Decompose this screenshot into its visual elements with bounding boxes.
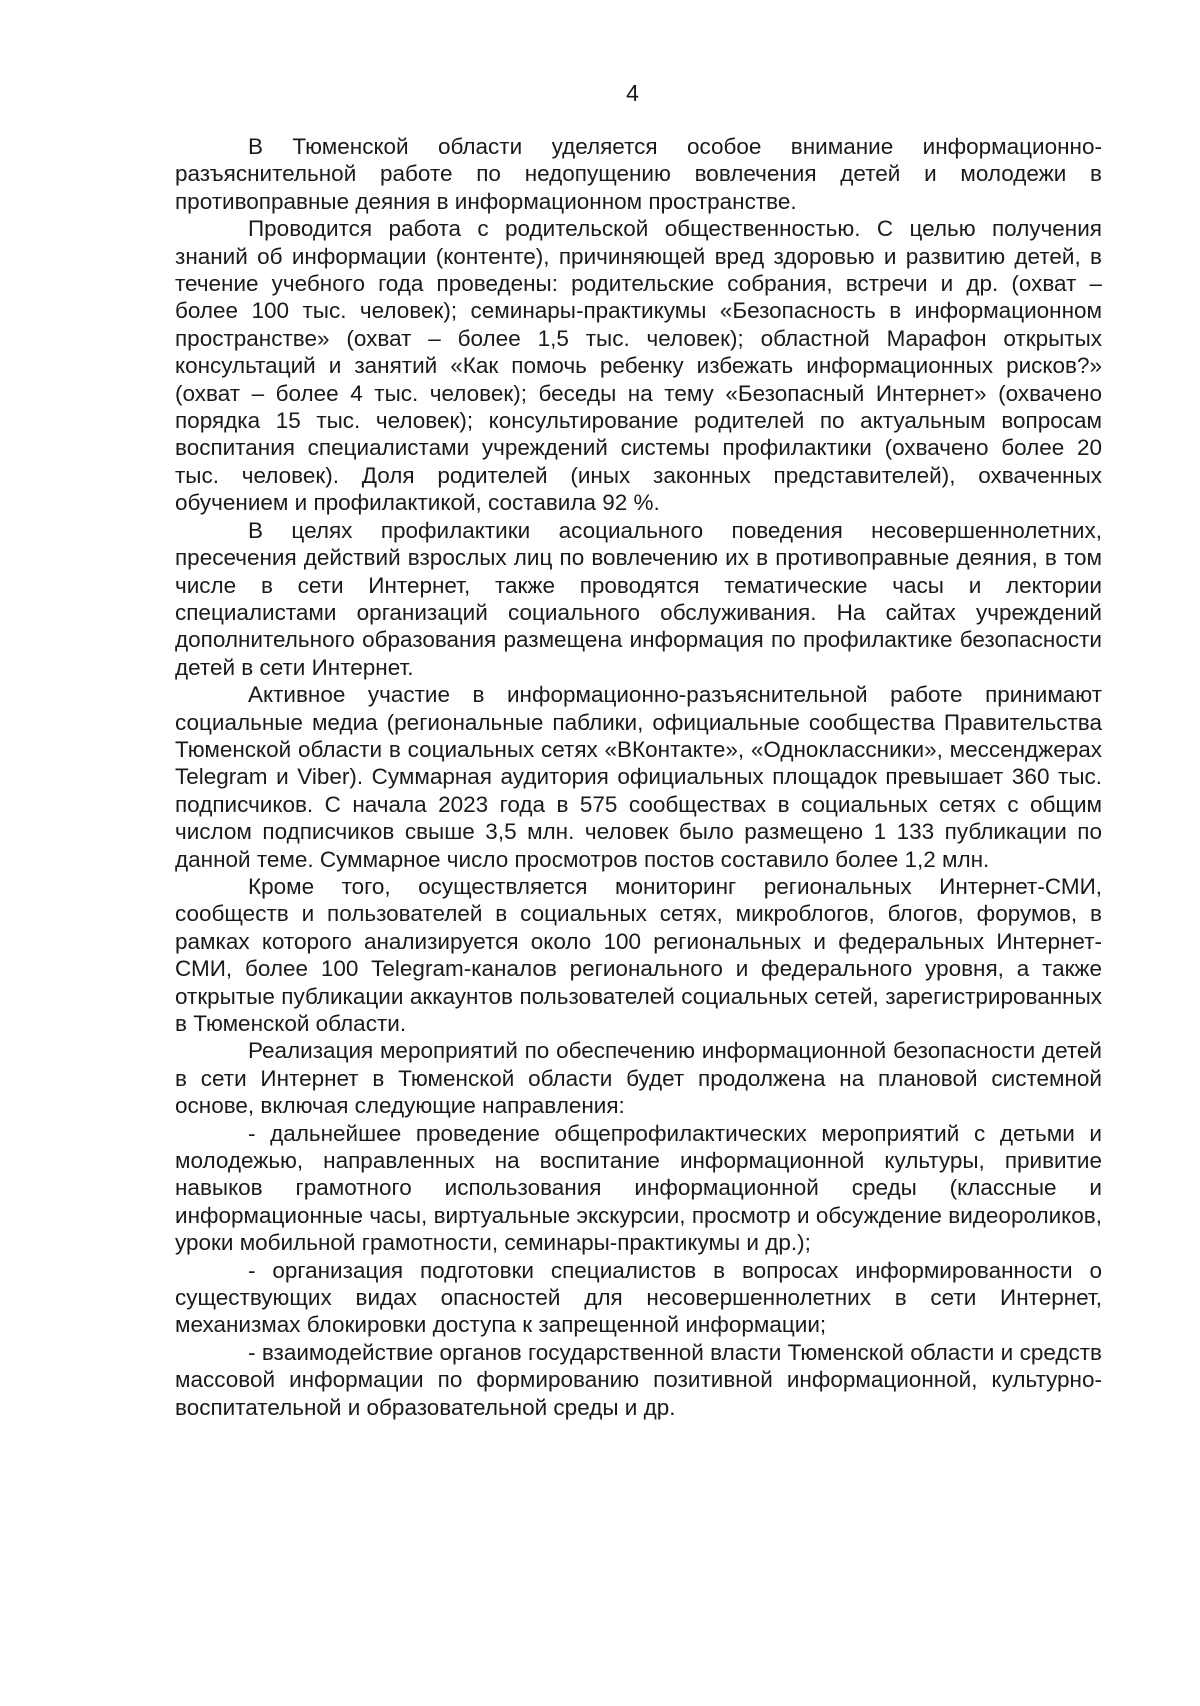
list-item-events: - дальнейшее проведение общепрофилактических мероприятий с детьми и молодежью, направленных на воспитание информационной культуры, привитие навыков грамотного использования информационной среды (классные и информационные часы, виртуальные экскурсии, просмотр и обсуждение видеороликов, уроки мобильной грамотности, семинары-практикумы и др.); (175, 1120, 1102, 1256)
list-item-training: - организация подготовки специалистов в вопросах информированности о существующих видах опасностей для несовершеннолетних в сети Интернет, механизмах блокировки доступа к запрещенной информации; (175, 1257, 1102, 1338)
paragraph-social-media: Активное участие в информационно-разъяснительной работе принимают социальные медиа (региональные паблики, официальные сообщества Правительства Тюменской области в социальных сетях «ВКонтакте», «Одноклассники», мессенджерах Telegram и Viber). Суммарная аудитория официальных площадок превышает 360 тыс. подписчиков. С начала 2023 года в 575 сообществах в социальных сетях с общим числом подписчиков свыше 3,5 млн. человек было размещено 1 133 публикации по данной теме. Суммарное число просмотров постов составило более 1,2 млн. (175, 682, 1102, 872)
document-body (175, 133, 1102, 1421)
paragraph-plans: Реализация мероприятий по обеспечению информационной безопасности детей в сети Интернет в Тюменской области будет продолжена на плановой системной основе, включая следующие направления: (175, 1038, 1102, 1119)
paragraph-info-work: В Тюменской области уделяется особое внимание информационно-разъяснительной работе по недопущению вовлечения детей и молодежи в противоправные деяния в информационном пространстве. (175, 134, 1102, 214)
paragraph-prevention: В целях профилактики асоциального поведения несовершеннолетних, пресечения действий взрослых лиц по вовлечению их в противоправные деяния, в том числе в сети Интернет, также проводятся тематические часы и лектории специалистами организаций социального обслуживания. На сайтах учреждений дополнительного образования размещена информация по профилактике безопасности детей в сети Интернет. (175, 517, 1102, 680)
list-item-cooperation: - взаимодействие органов государственной власти Тюменской области и средств массовой информации по формированию позитивной информационной, культурно-воспитательной и образовательной среды и др. (175, 1339, 1102, 1420)
paragraph-monitoring: Кроме того, осуществляется мониторинг региональных Интернет-СМИ, сообществ и пользователей в социальных сетях, микроблогов, блогов, форумов, в рамках которого анализируется около 100 региональных и федеральных Интернет-СМИ, более 100 Telegram-каналов регионального и федерального уровня, а также открытые публикации аккаунтов пользователей социальных сетей, зарегистрированных в Тюменской области. (175, 873, 1102, 1036)
paragraph-parents: Проводится работа с родительской общественностью. С целью получения знаний об информации (контенте), причиняющей вред здоровью и развитию детей, в течение учебного года проведены: родительские собрания, встречи и др. (охват – более 100 тыс. человек); семинары-практикумы «Безопасность в информационном пространстве» (охват – более 1,5 тыс. человек); областной Марафон открытых консультаций и занятий «Как помочь ребенку избежать информационных рисков?» (охват – более 4 тыс. человек); беседы на тему «Безопасный Интернет» (охвачено порядка 15 тыс. человек); консультирование родителей по актуальным вопросам воспитания специалистами учреждений системы профилактики (охвачено более 20 тыс. человек). Доля родителей (иных законных представителей), охваченных обучением и профилактикой, составила 92 %. (175, 216, 1102, 516)
page-number: 4 (626, 80, 639, 106)
